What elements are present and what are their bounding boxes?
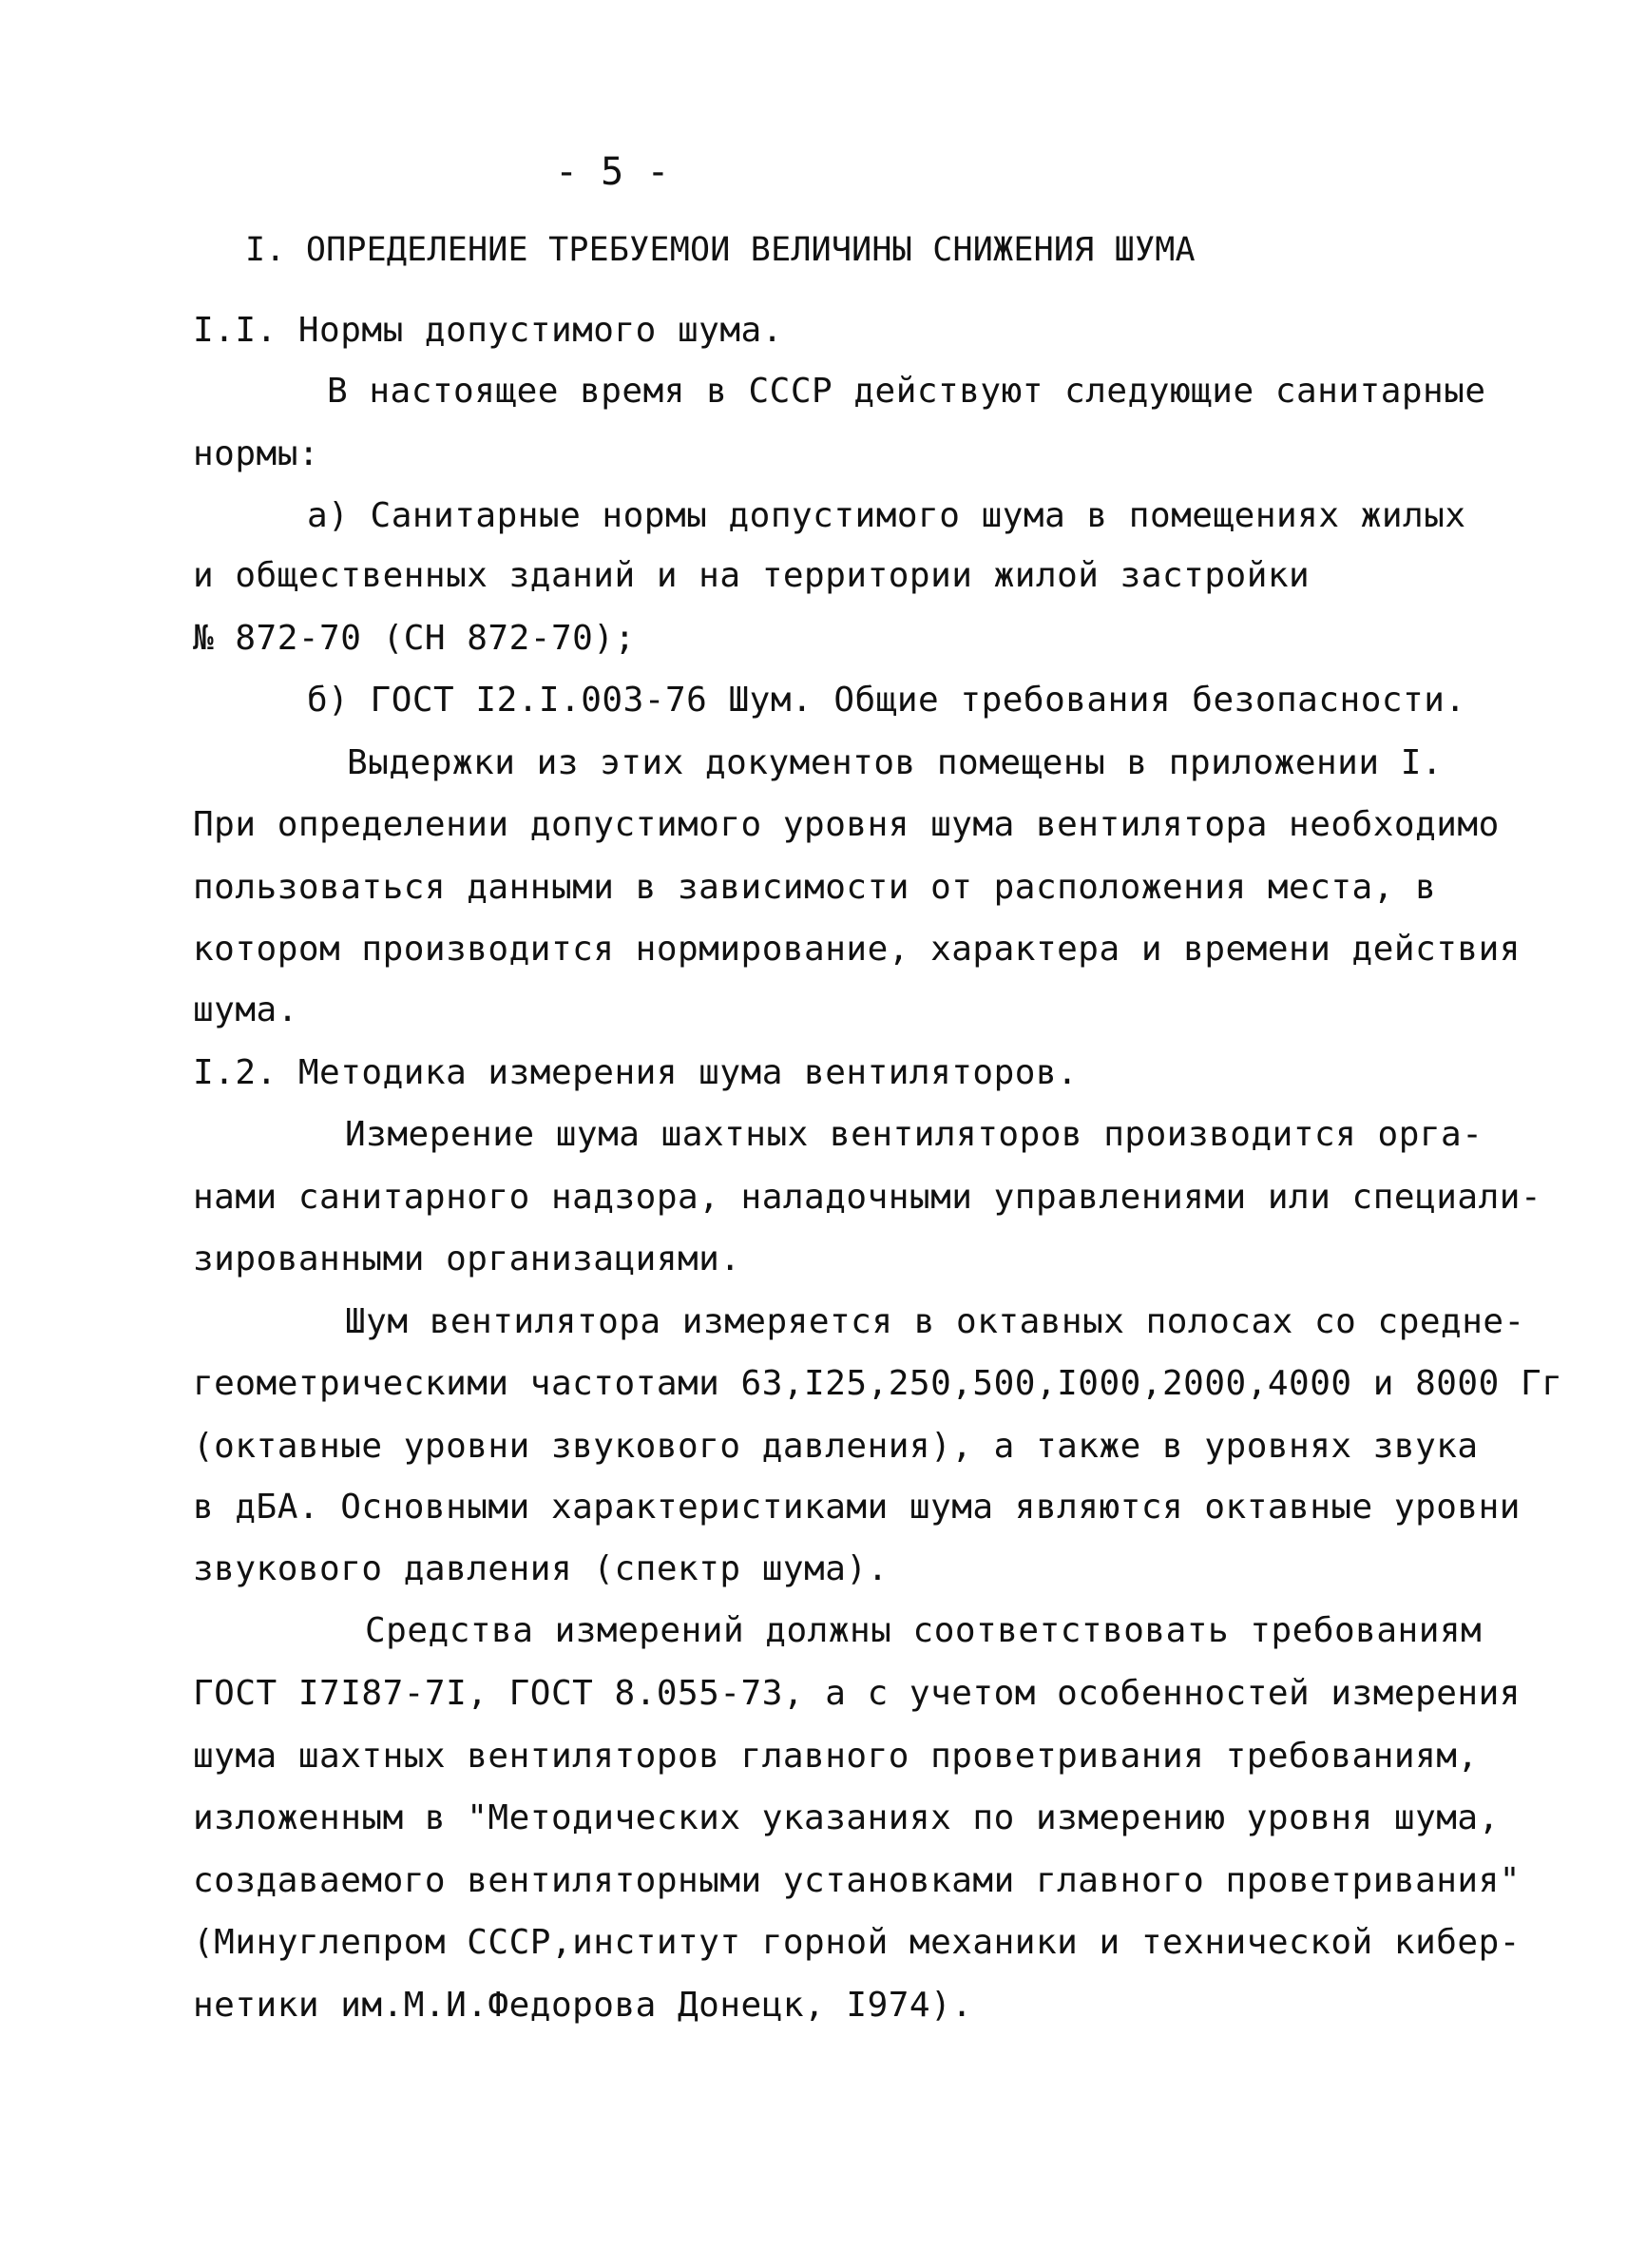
item-a-line-2: и общественных зданий и на территории жилой застройки	[193, 556, 1311, 595]
standards-paragraph-line-7: нетики им.М.И.Федорова Донецк, I974).	[193, 1986, 973, 2025]
frequency-paragraph-line-5: звукового давления (спектр шума).	[193, 1549, 889, 1588]
standards-paragraph-line-3: шума шахтных вентиляторов главного проветривания требованиям,	[193, 1737, 1479, 1776]
measurement-paragraph-line-1: Измерение шума шахтных вентиляторов производится орга-	[345, 1115, 1483, 1154]
standards-paragraph-line-1: Средства измерений должны соответствовать требованиям	[365, 1611, 1483, 1650]
frequency-paragraph-line-4: в дБА. Основными характеристиками шума являются октавные уровни	[193, 1488, 1521, 1527]
paragraph-line-3: пользоваться данными в зависимости от расположения места, в	[193, 868, 1437, 907]
frequency-paragraph-line-1: Шум вентилятора измеряется в октавных полосах со средне-	[345, 1302, 1525, 1341]
item-b-line: б) ГОСТ I2.I.003-76 Шум. Общие требования безопасности.	[307, 681, 1466, 720]
paragraph-line-4: котором производится нормирование, характера и времени действия	[193, 930, 1521, 969]
section-title: I. ОПРЕДЕЛЕНИЕ ТРЕБУЕМОИ ВЕЛИЧИНЫ СНИЖЕНИЯ ШУМА	[245, 231, 1196, 269]
standards-paragraph-line-6: (Минуглепром СССР,институт горной механики и технической кибер-	[193, 1923, 1521, 1962]
item-a-line-1: а) Санитарные нормы допустимого шума в помещениях жилых	[307, 496, 1466, 535]
paragraph-line-5: шума.	[193, 990, 298, 1029]
subsection-1-1-heading: I.I. Нормы допустимого шума.	[193, 311, 783, 350]
subsection-1-2-heading: I.2. Методика измерения шума вентиляторов.	[193, 1053, 1079, 1092]
item-a-line-3: № 872-70 (СН 872-70);	[193, 619, 636, 658]
frequency-paragraph-line-3: (октавные уровни звукового давления), а также в уровнях звука	[193, 1427, 1479, 1466]
measurement-paragraph-line-3: зированными организациями.	[193, 1240, 741, 1278]
standards-paragraph-line-2: ГОСТ I7I87-7I, ГОСТ 8.055-73, а с учетом особенностей измерения	[193, 1674, 1521, 1713]
paragraph-line-2: При определении допустимого уровня шума вентилятора необходимо	[193, 805, 1500, 844]
standards-paragraph-line-4: изложенным в "Методических указаниях по измерению уровня шума,	[193, 1798, 1500, 1837]
standards-paragraph-line-5: создаваемого вентиляторными установками главного проветривания"	[193, 1861, 1521, 1900]
page-number: - 5 -	[555, 150, 670, 194]
intro-line-1: В настоящее время в СССР действуют следующие санитарные	[327, 372, 1486, 411]
intro-line-2: нормы:	[193, 434, 320, 473]
measurement-paragraph-line-2: нами санитарного надзора, наладочными управлениями или специали-	[193, 1178, 1542, 1217]
frequency-paragraph-line-2: геометрическими частотами 63,I25,250,500,I000,2000,4000 и 8000 Гг	[193, 1364, 1563, 1403]
paragraph-line-1: Выдержки из этих документов помещены в приложении I.	[347, 743, 1444, 782]
